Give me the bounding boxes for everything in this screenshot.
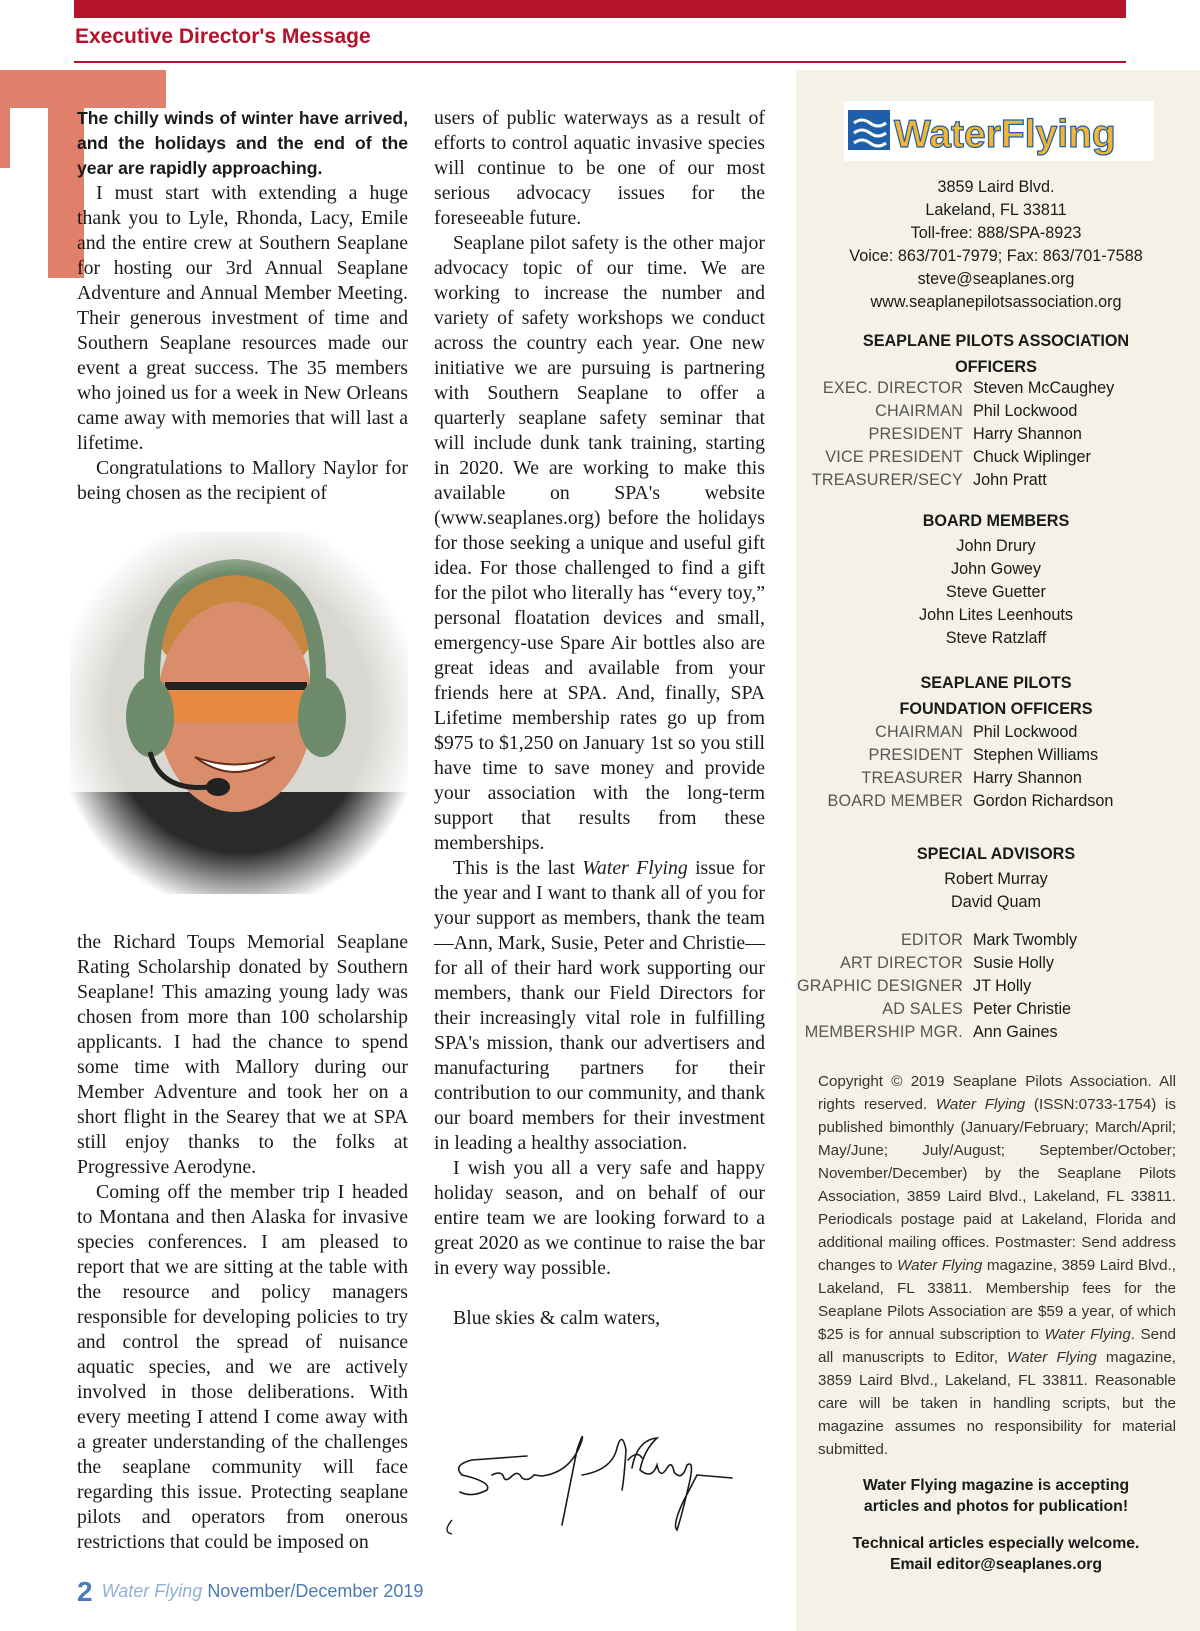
officer-row: CHAIRMAN Phil Lockwood — [875, 402, 1078, 420]
board-member: John Gowey — [951, 560, 1041, 578]
staff-row: AD SALES Peter Christie — [882, 1000, 1072, 1018]
officer-row: VICE PRESIDENT Chuck Wiplinger — [825, 448, 1091, 466]
paragraph: Seaplane pilot safety is the other major advocacy topic of our time. We are working to increase the number and variety of safety workshops we conduct across the country each year. One new initiative we are pursuing is partnering with Southern Seaplane to offer a quarterly seaplane safety seminar that will include dunk tank training, starting in 2020. We are working to make this available on SPA's website (www.seaplanes.org) before the holidays for those seeking a unique and useful gift idea. For those challenged to find a gift for the pilot who literally has “every toy,” personal floatation devices and small, emergency-use Spare Air bottles also are great ideas and available from your friends here at SPA. And, finally, SPA Lifetime membership rates go up from $975 to $1,250 on January 1st so you still have time to save money and provide your association with the long-term support that results from these memberships. — [434, 232, 765, 854]
paragraph: I must start with extending a huge thank you to Lyle, Rhonda, Lacy, Emile and the entire crew at Southern Seaplane for hosting our 3rd Annual Seaplane Adventure and Annual Member Meeting. Their generous investment of time and Southern Seaplane resources made our event a great success. The 35 members who joined us for a week in New Orleans came away with memories that will last a lifetime. — [77, 182, 408, 454]
website-link[interactable]: www.seaplanepilotsassociation.org — [870, 293, 1122, 311]
portrait-illustration — [70, 532, 408, 894]
paragraph: users of public waterways as a result of efforts to control aquatic invasive species will continue to be one of our most serious advocacy issues for the foreseeable future. — [434, 107, 765, 229]
board-member: John Drury — [956, 537, 1036, 555]
phone-tollfree: Toll-free: 888/SPA-8923 — [910, 224, 1082, 242]
technical-articles-note: Technical articles especially welcome. Email editor@seaplanes.org — [796, 1533, 1196, 1575]
board-heading: BOARD MEMBERS — [922, 512, 1070, 530]
phone-voice-fax: Voice: 863/701-7979; Fax: 863/701-7588 — [849, 247, 1143, 265]
board-member: Steve Ratzlaff — [945, 629, 1047, 647]
advisor: David Quam — [951, 893, 1041, 911]
signature-scribble — [432, 1420, 772, 1540]
lead-paragraph: The chilly winds of winter have arrived, and the holidays and the end of the year are rapidly approaching. — [77, 108, 408, 178]
staff-row: MEMBERSHIP MGR. Ann Gaines — [804, 1023, 1058, 1041]
portrait-photo — [70, 532, 408, 894]
magazine-name: Water Flying — [101, 1581, 203, 1601]
officer-row: TREASURER/SECY John Pratt — [811, 471, 1047, 489]
advisor: Robert Murray — [944, 870, 1048, 888]
article-column-1-top — [77, 106, 408, 506]
title-rule — [74, 61, 1126, 63]
paragraph: Congratulations to Mallory Naylor for being chosen as the recipient of — [77, 457, 408, 504]
paragraph: I wish you all a very safe and happy holiday season, and on behalf of our entire team we are looking forward to a great 2020 as we continue to raise the bar in every way possible. — [434, 1157, 765, 1279]
advisors-heading: SPECIAL ADVISORS — [916, 845, 1076, 863]
staff-list — [796, 929, 1196, 1044]
officer-row: CHAIRMAN Phil Lockwood — [875, 723, 1078, 741]
svg-text:WaterFlying: WaterFlying — [894, 113, 1116, 156]
address-line: Lakeland, FL 33811 — [925, 201, 1067, 219]
officer-row: BOARD MEMBER Gordon Richardson — [827, 792, 1114, 810]
section-title: Executive Director's Message — [75, 25, 371, 48]
page-number: 2 — [77, 1576, 93, 1607]
officer-row: PRESIDENT Harry Shannon — [868, 425, 1082, 443]
issue-date: November/December 2019 — [207, 1581, 424, 1601]
staff-row: ART DIRECTOR Susie Holly — [840, 954, 1054, 972]
copyright-notice: Copyright © 2019 Seaplane Pilots Association. All rights reserved. Water Flying (ISSN:0733-1754) is published bimonthly (January/February; March/April; May/June; July/August; September/October; November/December) by the Seaplane Pilots Association, 3859 Laird Blvd., Lakeland, FL 33811. Periodicals postage paid at Lakeland, Florida and additional mailing offices. Postmaster: Send address changes to Water Flying magazine, 3859 Laird Blvd., Lakeland, FL 33811. Membership fees for the Seaplane Pilots Association are $59 a year, of which $25 is for annual subscription to Water Flying. Send all manuscripts to Editor, Water Flying magazine, 3859 Laird Blvd., Lakeland, FL 33811. Reasonable care will be taken in handling scripts, but the magazine assumes no responsibility for material submitted. — [818, 1073, 1176, 1458]
page-footer — [77, 1576, 423, 1608]
officer-row: PRESIDENT Stephen Williams — [868, 746, 1099, 764]
paragraph: Coming off the member trip I headed to Montana and then Alaska for invasive species conferences. I am pleased to report that we are sitting at the table with the resource and policy managers responsible for developing policies to try and control the spread of nuisance aquatic species, and we are actively involved in those deliberations. With every meeting I attend I come away with a greater understanding of the challenges the seaplane community will face regarding this issue. Protecting seaplane pilots and operators from onerous restrictions that could be imposed on — [77, 1181, 408, 1553]
foundation-heading: SEAPLANE PILOTS FOUNDATION OFFICERS — [899, 674, 1093, 718]
staff-row: EDITOR Mark Twombly — [900, 931, 1078, 949]
article-column-2 — [434, 106, 765, 1331]
paragraph: the Richard Toups Memorial Seaplane Rating Scholarship donated by Southern Seaplane! This amazing young lady was chosen from more than 100 scholarship applicants. I had the chance to spend some time with Mallory during our Member Adventure and took her on a short flight in the Searey that we at SPA still enjoy thanks to the folks at Progressive Aerodyne. — [77, 931, 408, 1178]
paragraph: This is the last Water Flying issue for the year and I want to thank all of you for your support as members, thank the team—Ann, Mark, Susie, Peter and Christie—for all of their hard work supporting our members, thank our Field Directors for their increasingly vital role in fulfilling SPA's mission, thank our advertisers and manufacturing partners for their contribution to our community, and thank our board members for their investment in leading a healthy association. — [434, 857, 766, 1154]
staff-row: GRAPHIC DESIGNER JT Holly — [797, 977, 1032, 995]
officers-list — [796, 377, 1196, 492]
signature — [432, 1420, 772, 1540]
officer-row: TREASURER Harry Shannon — [861, 769, 1082, 787]
address-line: 3859 Laird Blvd. — [937, 178, 1055, 196]
top-accent-bar — [74, 0, 1126, 18]
submissions-note: Water Flying magazine is accepting articles and photos for publication! — [862, 1477, 1130, 1515]
email-link[interactable]: steve@seaplanes.org — [917, 270, 1075, 288]
board-members-list — [796, 535, 1196, 650]
advisors-list — [796, 868, 1196, 914]
spa-officers-heading: SEAPLANE PILOTS ASSOCIATION OFFICERS — [862, 332, 1130, 376]
board-member: Steve Guetter — [946, 583, 1046, 601]
water-flying-logo — [844, 101, 1154, 161]
editor-email-link[interactable]: Email editor@seaplanes.org — [889, 1556, 1103, 1573]
article-column-1-bottom — [77, 930, 408, 1555]
foundation-officers-list — [796, 721, 1196, 813]
contact-block — [796, 176, 1196, 314]
signoff: Blue skies & calm waters, — [453, 1307, 661, 1329]
officer-row: EXEC. DIRECTOR Steven McCaughey — [822, 379, 1115, 397]
board-member: John Lites Leenhouts — [919, 606, 1073, 624]
